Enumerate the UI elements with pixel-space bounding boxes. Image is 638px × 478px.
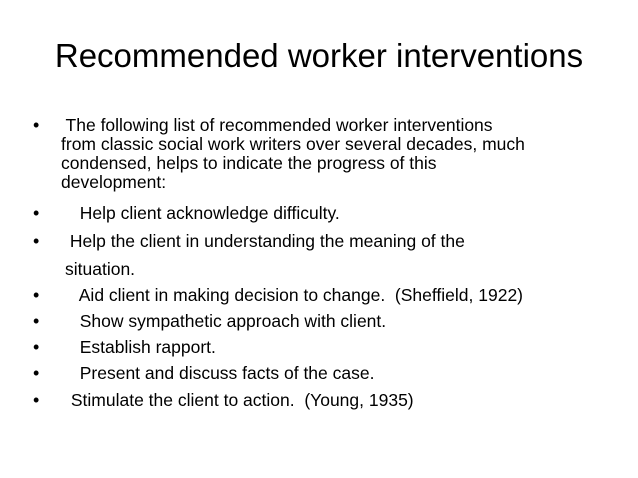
slide-title: Recommended worker interventions [54, 37, 584, 74]
bullet-text [65, 232, 625, 279]
bullet-text [70, 312, 630, 331]
bullet-dot-icon: • [33, 363, 40, 383]
bullet-dot-icon: • [33, 231, 40, 251]
bullet-dot-icon: • [33, 390, 40, 410]
bullet-line: condensed, helps to indicate the progress of this [61, 153, 437, 173]
bullet-text [66, 391, 626, 410]
bullet-line: development: [61, 172, 167, 192]
bullet-text [61, 116, 621, 192]
bullet-dot-icon: • [33, 311, 40, 331]
bullet-line: Help the client in understanding the meaning of the [65, 231, 465, 251]
bullet-dot-icon: • [33, 285, 40, 305]
bullet-line: Stimulate the client to action. (Young, 1935) [66, 390, 414, 410]
bullet-text [70, 204, 630, 223]
bullet-text [70, 364, 630, 383]
bullet-line: from classic social work writers over several decades, much [61, 134, 525, 154]
bullet-text [70, 338, 630, 357]
bullet-dot-icon: • [33, 203, 40, 223]
bullet-line: Show sympathetic approach with client. [70, 311, 387, 331]
bullet-line: The following list of recommended worker interventions [61, 115, 493, 135]
bullet-text [70, 286, 630, 305]
bullet-dot-icon: • [33, 337, 40, 357]
bullet-line: Establish rapport. [70, 337, 216, 357]
bullet-line: Present and discuss facts of the case. [70, 363, 375, 383]
bullet-line: Help client acknowledge difficulty. [70, 203, 340, 223]
bullet-dot-icon: • [33, 115, 40, 135]
bullet-line: situation. [65, 259, 136, 279]
bullet-line: Aid client in making decision to change. (Sheffield, 1922) [70, 285, 524, 305]
